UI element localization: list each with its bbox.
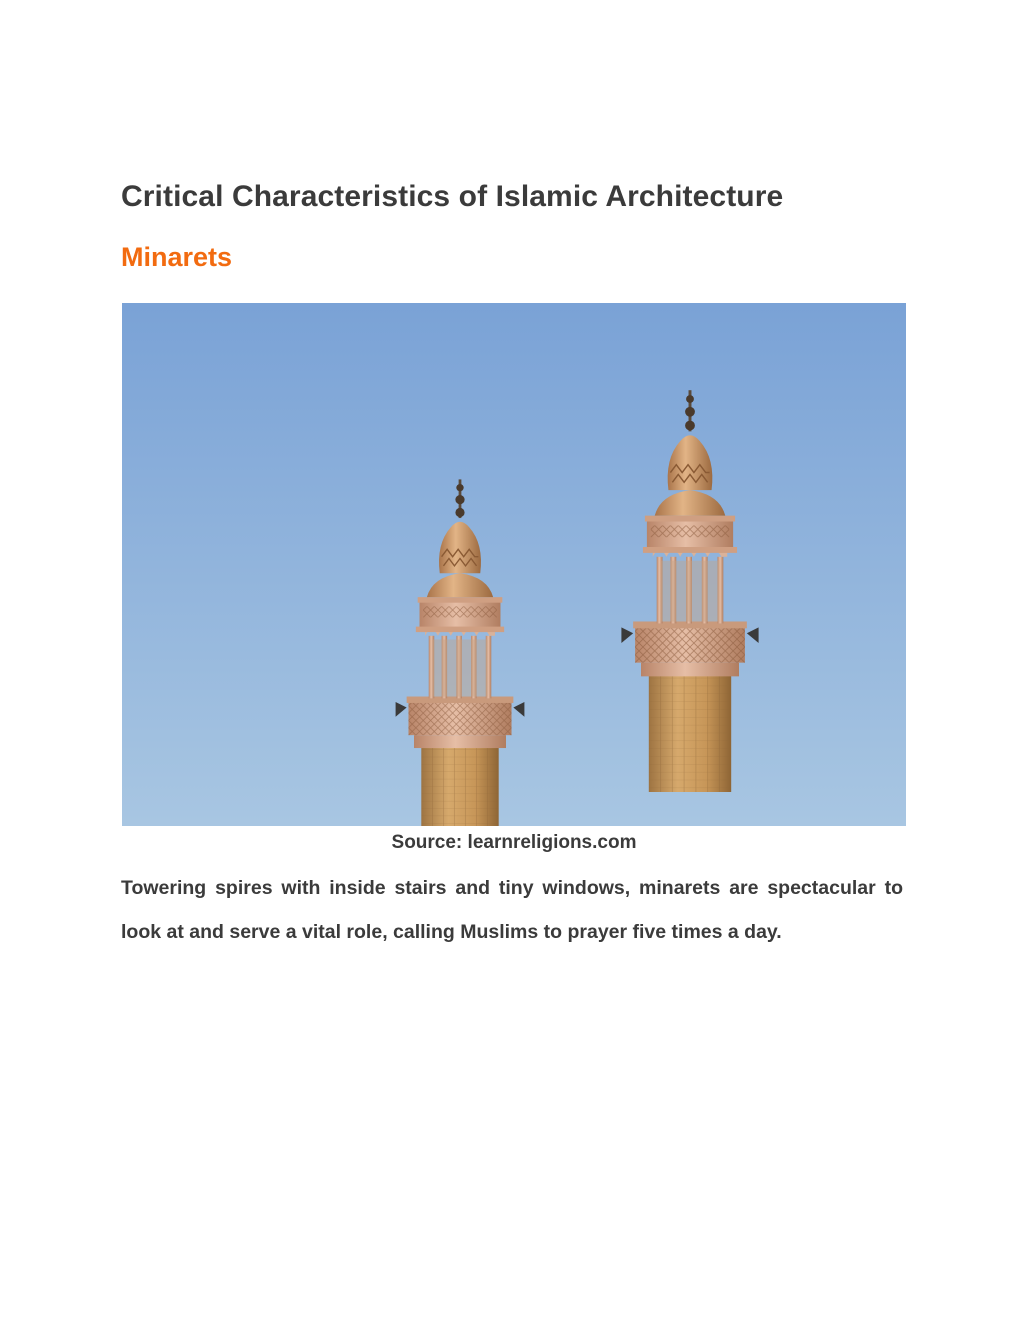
body-paragraph: Towering spires with inside stairs and tiny windows, minarets are spectacular to look at and serve a vital role, calling Muslims to prayer five times a day. (121, 877, 903, 943)
section-heading: Minarets (121, 242, 233, 272)
image-caption: Source: learnreligions.com (391, 832, 637, 853)
page-title: Critical Characteristics of Islamic Architecture (121, 180, 784, 213)
minarets-photo (122, 303, 906, 826)
